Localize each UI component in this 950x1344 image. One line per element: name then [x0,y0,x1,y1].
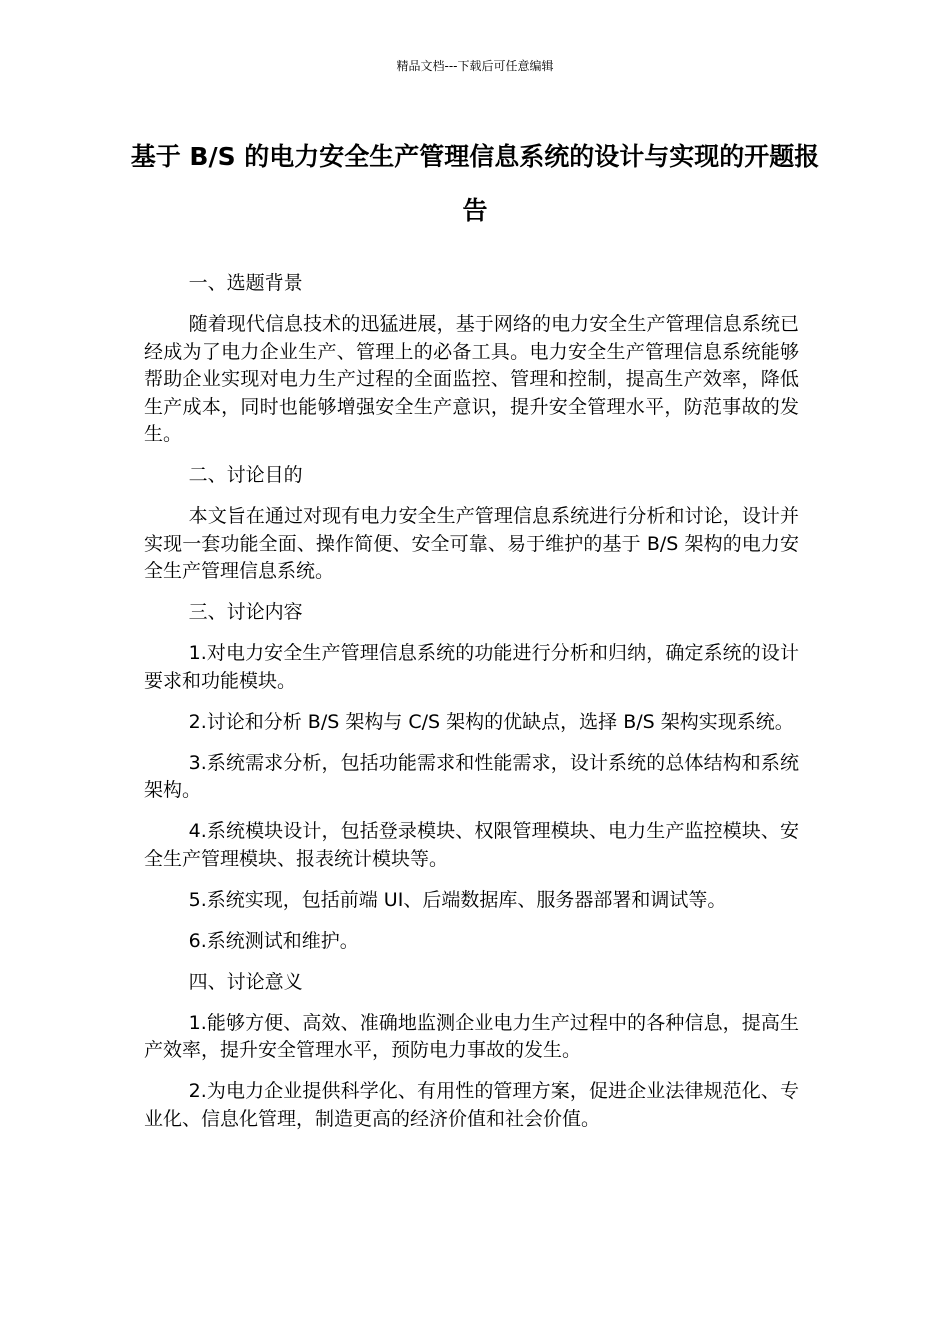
section-heading-purpose: 二、讨论目的 [188,464,303,486]
section-paragraph: 随着现代信息技术的迅猛进展，基于网络的电力安全生产管理信息系统已经成为了电力企业生产、管理上的必备工具。电力安全生产管理信息系统能够帮助企业实现对电力生产过程的全面监控、管理和控制，提高生产效率，降低生产成本，同时也能够增强安全生产意识，提升安全管理水平，防范事故的发生。 [144,313,799,445]
list-item: 6.系统测试和维护。 [188,929,359,952]
list-item: 1.对电力安全生产管理信息系统的功能进行分析和归纳，确定系统的设计要求和功能模块。 [144,642,799,692]
section-paragraph: 本文旨在通过对现有电力安全生产管理信息系统进行分析和讨论，设计并实现一套功能全面、操作简便、安全可靠、易于维护的基于 B/S 架构的电力安全生产管理信息系统。 [144,505,799,582]
document-title: 基于 B/S 的电力安全生产管理信息系统的设计与实现的开题报告 [130,142,820,225]
section-heading-significance: 四、讨论意义 [188,970,303,993]
list-item: 2.讨论和分析 B/S 架构与 C/S 架构的优缺点，选择 B/S 架构实现系统。 [188,710,794,733]
list-item: 1.能够方便、高效、准确地监测企业电力生产过程中的各种信息，提高生产效率，提升安全管理水平，预防电力事故的发生。 [144,1011,799,1061]
header-note: 精品文档---下载后可任意编辑 [396,59,554,73]
section-heading-background: 一、选题背景 [188,272,303,294]
list-item: 4.系统模块设计，包括登录模块、权限管理模块、电力生产监控模块、安全生产管理模块、报表统计模块等。 [144,820,799,870]
list-item: 2.为电力企业提供科学化、有用性的管理方案，促进企业法律规范化、专业化、信息化管理，制造更高的经济价值和社会价值。 [144,1080,799,1130]
list-item: 5.系统实现，包括前端 UI、后端数据库、服务器部署和调试等。 [188,888,727,911]
document-body [144,270,799,1147]
section-heading-content: 三、讨论内容 [188,601,303,623]
list-item: 3.系统需求分析，包括功能需求和性能需求，设计系统的总体结构和系统架构。 [144,751,799,801]
